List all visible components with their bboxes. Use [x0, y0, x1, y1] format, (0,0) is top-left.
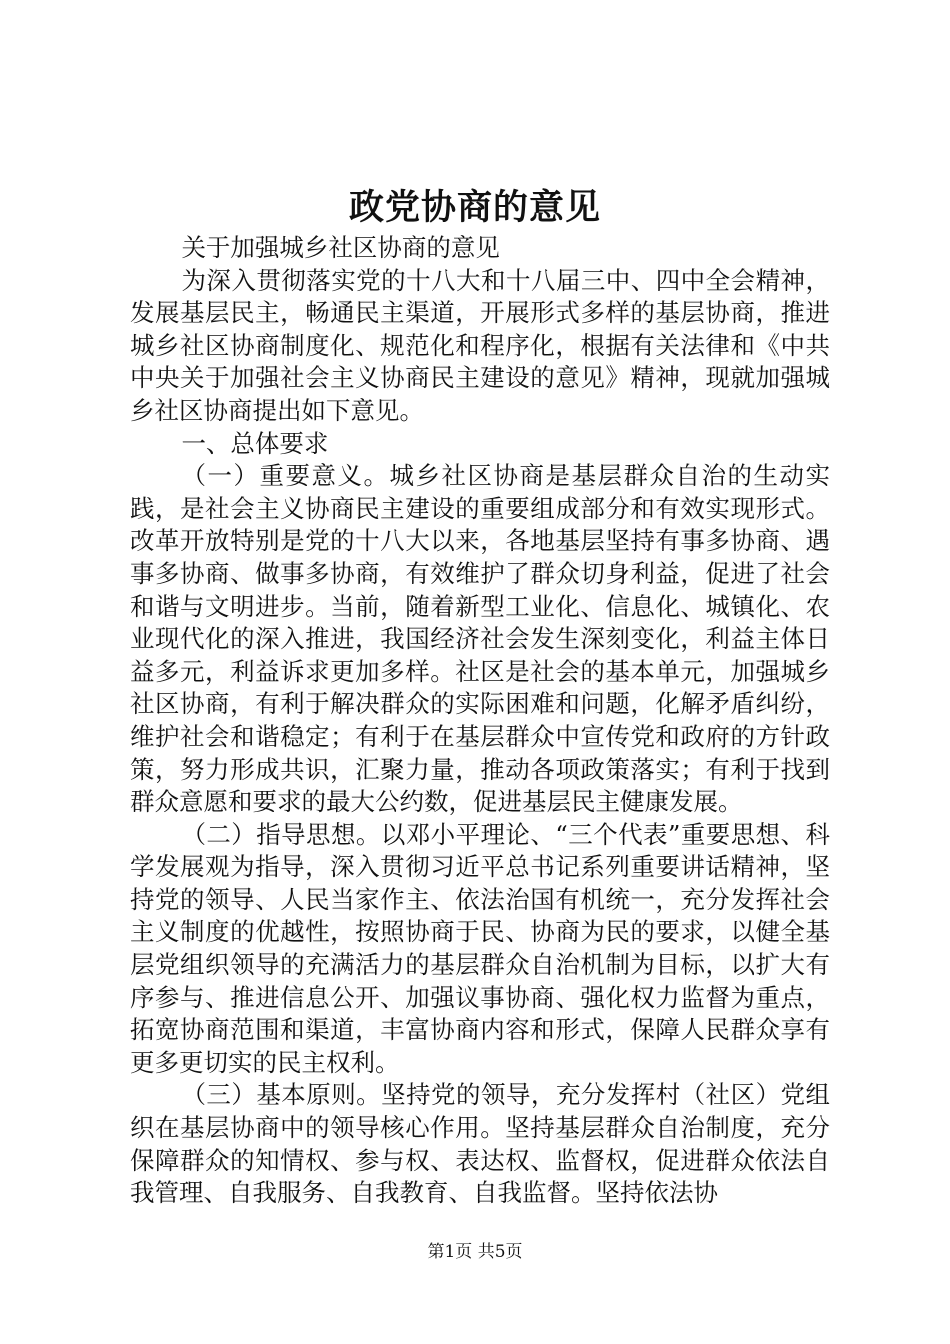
- document-title: 政党协商的意见: [348, 187, 601, 228]
- section-heading-general-requirements: 一、总体要求: [181, 428, 329, 458]
- paragraph-subtitle: 关于加强城乡社区协商的意见: [181, 233, 500, 262]
- paragraph-guiding-ideology: （二）指导思想。以邓小平理论、“三个代表”重要思想、科学发展观为指导，深入贯彻习近平总书记系列重要讲话精神，坚持党的领导、人民当家作主、依法治国有机统一，充分发挥社会主义制度的优越性，按照协商于民、协商为民的要求，以健全基层党组织领导的充满活力的基层群众自治机制为目标，以扩大有序参与、推进信息公开、加强议事协商、强化权力监督为重点，拓宽协商范围和渠道，丰富协商内容和形式，保障人民群众享有更多更切实的民主权利。: [130, 819, 830, 1077]
- paragraph-importance: （一）重要意义。城乡社区协商是基层群众自治的生动实践，是社会主义协商民主建设的重要组成部分和有效实现形式。改革开放特别是党的十八大以来，各地基层坚持有事多协商、遇事多协商、做事多协商，有效维护了群众切身利益，促进了社会和谐与文明进步。当前，随着新型工业化、信息化、城镇化、农业现代化的深入推进，我国经济社会发生深刻变化，利益主体日益多元，利益诉求更加多样。社区是社会的基本单元，加强城乡社区协商，有利于解决群众的实际困难和问题，化解矛盾纠纷，维护社会和谐稳定；有利于在基层群众中宣传党和政府的方针政策，努力形成共识，汇聚力量，推动各项政策落实；有利于找到群众意愿和要求的最大公约数，促进基层民主健康发展。: [130, 461, 830, 817]
- page-number-footer: 第1页 共5页: [427, 1242, 523, 1262]
- paragraph-basic-principles: （三）基本原则。坚持党的领导，充分发挥村（社区）党组织在基层协商中的领导核心作用。坚持基层群众自治制度，充分保障群众的知情权、参与权、表达权、监督权，促进群众依法自我管理、自我服务、自我教育、自我监督。坚持依法协: [130, 1080, 830, 1208]
- paragraph-intro: 为深入贯彻落实党的十八大和十八届三中、四中全会精神，发展基层民主，畅通民主渠道，开展形式多样的基层协商，推进城乡社区协商制度化、规范化和程序化，根据有关法律和《中共中央关于加强社会主义协商民主建设的意见》精神，现就加强城乡社区协商提出如下意见。: [130, 265, 830, 425]
- document-body: [130, 232, 830, 1210]
